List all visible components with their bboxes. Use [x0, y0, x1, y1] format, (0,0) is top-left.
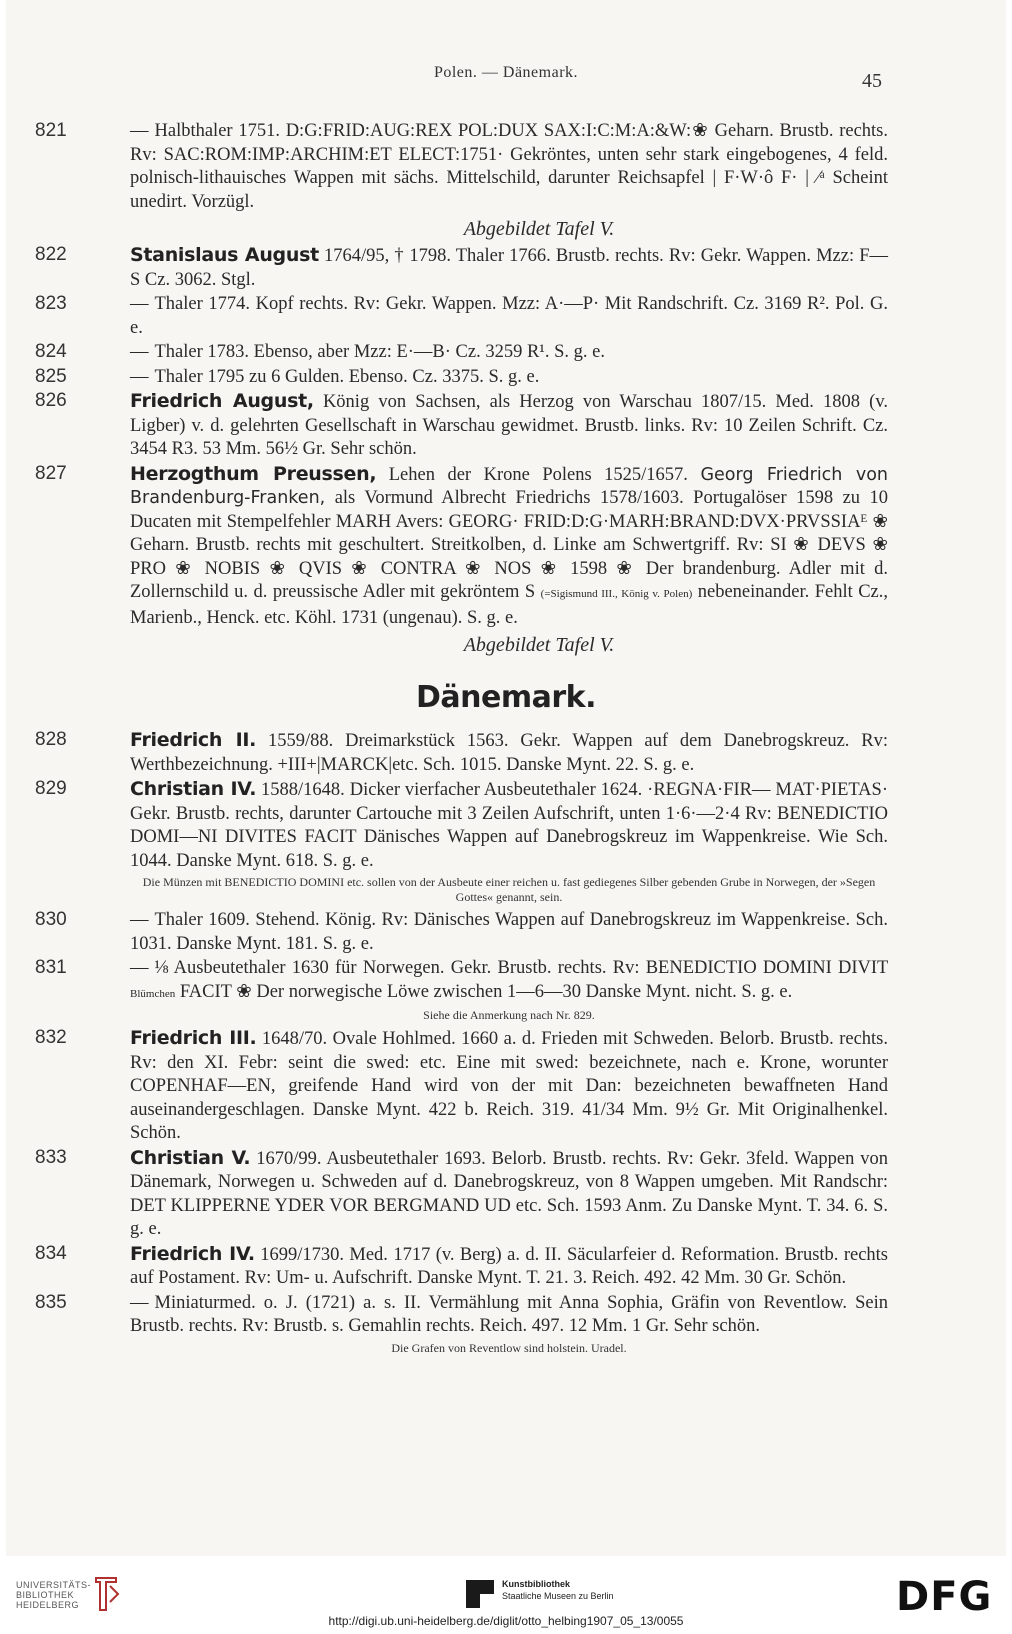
- entry-text: 1764/95, † 1798. Thaler 1766. Brustb. rechts. Rv: Gekr. Wappen. Mzz: F—S Cz. 3062. Stgl.: [130, 246, 889, 290]
- entry-text: 1648/70. Ovale Hohlmed. 1660 a. d. Frieden mit Schweden. Belorb. Brustb. rechts. Rv: den XI. Febr: seint die swed: etc. Eine mit swed: bezeichnete, nach e. Krone, worunter COPENHAF—EN, greifende Hand wird von der mit Dan: bezeichneten bewaffneten Hand auseinandergeschlagen. Danske Mynt. 422 b. Reich. 319. 41/34 Mm. 9½ Gr. Mit Originalhenkel. Schön.: [130, 1029, 889, 1143]
- university-emblem-icon: [92, 1574, 120, 1614]
- ruler-heading: Christian IV.: [130, 778, 257, 800]
- entry-number: 821: [35, 120, 67, 141]
- entry-number: 827: [35, 462, 67, 484]
- catalog-entry: [6, 1243, 1006, 1291]
- spaced-name: Georg Friedrich von Brandenburg-Franken,: [130, 464, 888, 508]
- source-url[interactable]: http://digi.ub.uni-heidelberg.de/diglit/otto_helbing1907_05_13/0055: [328, 1614, 684, 1628]
- entry-text: FACIT ❀ Der norwegische Löwe zwischen 1—6—30 Danske Mynt. nicht. S. g. e.: [179, 981, 793, 1002]
- running-title: Polen. — Dänemark.: [433, 64, 579, 81]
- catalog-entry: [6, 1292, 1006, 1356]
- ditto-dash: —: [130, 294, 149, 314]
- entry-text: König von Sachsen, als Herzog von Warschau 1807/15. Med. 1808 (v. Ligber) v. d. gelehrten Gesellschaft in Warschau gewidmet. Brustb. links. Rv: 10 Zeilen Schrift. Cz. 3454 R3. 53 Mm. 56½ Gr. Sehr schön.: [130, 392, 889, 459]
- ruler-heading: Christian V.: [130, 1146, 251, 1169]
- entry-number: 834: [35, 1242, 67, 1264]
- catalog-entry: [6, 366, 1006, 390]
- entry-text: Thaler 1783. Ebenso, aber Mzz: E·—B· Cz. 3259 R¹. S. g. e.: [154, 342, 605, 362]
- entry-text: 1699/1730. Med. 1717 (v. Berg) a. d. II. Säcularfeier d. Reformation. Brustb. rechts auf Postament. Rv: Um- u. Aufschrift. Danske Mynt. T. 21. 3. Reich. 492. 42 Mm. 30 Gr. Schön.: [130, 1244, 888, 1288]
- university-library-logo: [16, 1580, 91, 1610]
- entry-text: Thaler 1795 zu 6 Gulden. Ebenso. Cz. 3375. S. g. e.: [154, 366, 540, 387]
- entry-text: als Vormund Albrecht Friedrichs 1578/1603. Portugalöser 1598 zu 10 Ducaten mit Stempelfehler MARH Avers: GEORG· FRID:D:G·MARH:BRAND:DVX·PRVSSIAᴱ ❀ Geharn. Brustb. rechts mit geschultert. Streitkolben, d. Linke am Schwertgriff. Rv: SI ❀ DEVS ❀ PRO ❀ NOBIS ❀ QVIS ❀ CONTRA ❀ NOS ❀ 1598 ❀ Der brandenburg. Adler mit d. Zollernschild u. d. preussische Adler mit gekröntem S: [130, 488, 888, 602]
- catalog-entry: [6, 120, 1006, 242]
- ruler-heading: Herzogthum Preussen,: [130, 462, 377, 485]
- entry-number: 830: [35, 909, 67, 930]
- entry-text: 1588/1648. Dicker vierfacher Ausbeutethaler 1624. ·REGNA·FIR— MAT·PIETAS· Gekr. Brustb. rechts, darunter Cartouche mit 3 Zeilen Aufschrift, unten 1·6·—2·4 Rv: BENEDICTIO DOMI—NI DIVITES FACIT Dänisches Wappen auf Danebrogskreuz im Wappenkreise. Wie Sch. 1044. Danske Mynt. 618. S. g. e.: [130, 780, 888, 871]
- footnote: Die Münzen mit BENEDICTIO DOMINI etc. sollen von der Ausbeute einer reichen u. fast gediegenes Silber gebenden Grube in Norwegen, der »Segen Gottes« genannt, sein.: [142, 875, 876, 904]
- kunstbibliothek-logo: [466, 1578, 614, 1618]
- entry-number: 832: [35, 1027, 67, 1048]
- entry-number: 825: [35, 365, 67, 387]
- ditto-dash: —: [130, 910, 149, 930]
- ruler-heading: Friedrich III.: [130, 1027, 257, 1049]
- entry-text: 1559/88. Dreimarkstück 1563. Gekr. Wappen auf dem Danebrogskreuz. Rv: Werthbezeichnung. +III+|MARCK|etc. Sch. 1015. Danske Mynt. 22. S. g. e.: [130, 731, 889, 775]
- ruler-heading: Friedrich II.: [130, 729, 257, 751]
- ruler-heading: Stanislaus August: [130, 244, 319, 266]
- entry-number: 824: [35, 341, 67, 362]
- dfg-logo: DFG: [896, 1574, 993, 1620]
- entry-number: 835: [35, 1291, 67, 1313]
- ditto-dash: —: [130, 958, 149, 978]
- small-note: (=Sigismund III., König v. Polen): [540, 588, 693, 600]
- catalog-entry: [6, 244, 1006, 292]
- catalog-entry: [6, 341, 1006, 365]
- kb-title: Kunstbibliothek: [502, 1579, 570, 1589]
- entry-number: 826: [35, 390, 67, 411]
- entry-text-end: nebeneinander. Fehlt Cz., Marienb., Henck. etc. Köhl. 1731 (ungenau). S. g. e.: [130, 582, 888, 628]
- entry-number: 829: [35, 778, 67, 799]
- entry-text: Thaler 1774. Kopf rechts. Rv: Gekr. Wappen. Mzz: A·—P· Mit Randschrift. Cz. 3169 R². Pol. G. e.: [130, 294, 888, 338]
- plate-reference: Abgebildet Tafel V.: [463, 218, 615, 240]
- entry-number: 831: [35, 957, 67, 978]
- catalog-entry: [6, 729, 1006, 777]
- entry-number: 822: [35, 244, 67, 265]
- catalog-entry: [6, 1027, 1006, 1146]
- catalog-entry: [6, 909, 1006, 956]
- ditto-dash: —: [130, 366, 149, 387]
- catalog-entries: [6, 120, 1006, 1360]
- ruler-heading: Friedrich August,: [130, 390, 314, 412]
- digitization-footer: [0, 1560, 1012, 1634]
- university-line: UNIVERSITÄTS-: [16, 1580, 92, 1590]
- catalog-entry: [6, 1147, 1006, 1242]
- entry-text: Miniaturmed. o. J. (1721) a. s. II. Vermählung mit Anna Sophia, Gräfin von Reventlow. Sein Brustb. rechts. Rv: Brustb. s. Gemahlin rechts. Reich. 497. 12 Mm. 1 Gr. Sehr schön.: [130, 1292, 888, 1336]
- page-number: 45: [862, 70, 882, 92]
- kb-subtitle: Staatliche Museen zu Berlin: [502, 1591, 614, 1601]
- catalog-entry: [6, 390, 1006, 462]
- ditto-dash: —: [130, 121, 149, 141]
- catalog-entry: [6, 957, 1006, 1023]
- section-title: Dänemark.: [416, 680, 596, 715]
- footnote: Siehe die Anmerkung nach Nr. 829.: [423, 1008, 595, 1022]
- entry-text-intro: Lehen der Krone Polens 1525/1657.: [388, 464, 688, 485]
- catalog-entry: [6, 463, 1006, 659]
- footnote: Die Grafen von Reventlow sind holstein. Uradel.: [391, 1340, 627, 1355]
- entry-text: Thaler 1609. Stehend. König. Rv: Dänisches Wappen auf Danebrogskreuz im Wappenkreise. Sch. 1031. Danske Mynt. 181. S. g. e.: [130, 910, 888, 954]
- university-line: BIBLIOTHEK: [16, 1590, 75, 1600]
- entry-number: 828: [35, 729, 67, 750]
- plate-reference: Abgebildet Tafel V.: [463, 634, 615, 656]
- university-line: HEIDELBERG: [16, 1600, 80, 1610]
- ruler-heading: Friedrich IV.: [130, 1242, 255, 1265]
- entry-text: 1670/99. Ausbeutethaler 1693. Belorb. Brustb. rechts. Rv: Gekr. 3feld. Wappen von Dänemark, Norwegen u. Schweden auf d. Danebrogskreuz, von 8 Wappen umgeben. Mit Randschr: DET KLIPPERNE YDER VOR BERGMAND UD etc. Sch. 1593 Anm. Zu Danske Mynt. T. 34. 6. S. g. e.: [130, 1148, 889, 1239]
- entry-text: Halbthaler 1751. D:G:FRID:AUG:REX POL:DUX SAX:I:C:M:A:&W:❀ Geharn. Brustb. rechts. Rv: SAC:ROM:IMP:ARCHIM:ET ELECT:1751· Gekröntes, unten sehr stark eingebogenes, 4 feld. polnisch-lithauisches Wappen mit sächs. Mittelschild, darunter Reichsapfel | F·W·ô F· | ⁄ᵃ Scheint unedirt. Vorzügl.: [130, 121, 888, 212]
- ditto-dash: —: [130, 342, 149, 362]
- small-note: Blümchen: [130, 987, 176, 1000]
- entry-number: 833: [35, 1146, 67, 1168]
- catalog-entry: [6, 293, 1006, 340]
- entry-number: 823: [35, 293, 67, 314]
- scanned-page: [6, 0, 1006, 1556]
- ditto-dash: —: [130, 1292, 149, 1313]
- catalog-entry: [6, 778, 1006, 905]
- entry-text-intro: ⅛ Ausbeutethaler 1630 für Norwegen. Gekr. Brustb. rechts. Rv: BENEDICTIO DOMINI DIVIT: [154, 958, 888, 978]
